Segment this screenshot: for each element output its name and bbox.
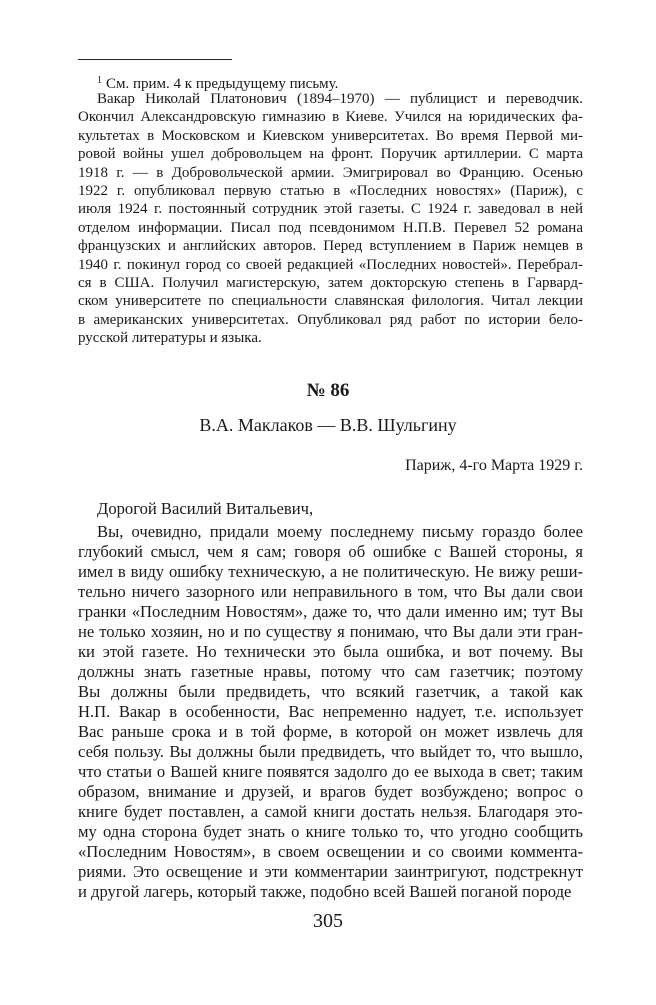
footnote-text: См. прим. 4 к предыдущему письму. — [106, 76, 339, 92]
footnote-line: французских и английских авторов. Перед вступлением в Париж немцев в — [78, 238, 583, 255]
body-line: Вы, очевидно, придали моему последнему письму гораздо более — [97, 522, 583, 541]
footnote-line: ровой войны ушел добровольцем на фронт. Поручик артиллерии. С марта — [78, 146, 583, 163]
body-line: имел в виду ошибку техническую, а не политическую. Не вижу реши- — [78, 562, 583, 581]
body-line: и другой лагерь, который также, подобно всей Вашей поганой породе — [78, 882, 572, 901]
footnote-line: культетах в Московском и Киевском университетах. Во время Первой ми- — [78, 127, 583, 144]
letter-heading: В.А. Маклаков — В.В. Шульгину — [199, 415, 457, 435]
body-line: Вас раньше срока и в той форме, в которой он может извлечь для — [78, 722, 583, 741]
letter-place-date: Париж, 4-го Марта 1929 г. — [405, 457, 583, 474]
body-line: должны знать газетные нравы, потому что сам газетчик; поэтому — [78, 662, 583, 681]
body-line: глубокий смысл, чем я сам; говоря об ошибке с Вашей стороны, я — [78, 542, 583, 561]
footnote-line: в американских университетах. Опубликовал ряд работ по истории бело- — [78, 311, 583, 328]
body-line: что статьи о Вашей книге появятся задолго до ее выхода в свет; таким — [78, 762, 583, 781]
footnote-line: 1940 г. покинул город со своей редакцией «Последних новостей». Перебрал- — [78, 256, 583, 273]
page-number: 305 — [313, 910, 343, 932]
body-line: себя пользу. Вы должны были предвидеть, что выйдет то, что вышло, — [78, 742, 583, 761]
letter-number: № 86 — [306, 380, 350, 401]
footnote-line: отделом информации. Писал под псевдонимом Н.П.В. Перевел 52 романа — [78, 219, 583, 236]
footnote-separator — [78, 59, 232, 60]
footnote-line: ся в США. Получил магистерскую, затем докторскую степень в Гарвард- — [78, 275, 583, 291]
footnote-line: русской литературы и языка. — [78, 330, 262, 347]
footnote-line: 1922 г. опубликовал первую статью в «Последних новостях» (Париж), с — [78, 183, 583, 199]
footnote-marker: 1 — [97, 75, 102, 86]
body-line: му одна сторона будет знать о книге только то, что угодно сообщить — [78, 822, 583, 841]
body-line: «Последним Новостям», в своем освещении и со своими коммента- — [78, 842, 583, 861]
body-line: книге будет поставлен, а самой книги достать нельзя. Благодаря это- — [78, 802, 583, 821]
body-line: гранки «Последним Новостям», даже то, что дали именно им; тут Вы — [78, 602, 583, 621]
footnote-line: 1918 г. — в Добровольческой армии. Эмигрировал во Францию. Осенью — [78, 164, 583, 181]
body-line: не только хозяин, но и по существу я понимаю, что Вы дали эти гран- — [78, 622, 583, 641]
footnote-line: июля 1924 г. постоянный сотрудник этой газеты. С 1924 г. заведовал в ней — [78, 201, 583, 218]
body-line: Вы должны были предвидеть, что всякий газетчик, а такой как — [78, 682, 583, 701]
body-line: образом, внимание и друзей, и врагов будет возбуждено; вопрос о — [78, 782, 583, 801]
footnote-line: Вакар Николай Платонович (1894–1970) — публицист и переводчик. — [97, 91, 583, 107]
body-line: Н.П. Вакар в особенности, Вас непременно надует, т.е. использует — [78, 702, 583, 721]
footnote-line: Окончил Александровскую гимназию в Киеве. Учился на юридических фа- — [78, 109, 583, 126]
footnote-line: ском университете по специальности славянская филология. Читал лекции — [78, 293, 583, 310]
body-line: ки этой газете. Но технически это была ошибка, и вот почему. Вы — [78, 642, 583, 661]
letter-salutation: Дорогой Василий Витальевич, — [97, 499, 314, 518]
body-line: риями. Это освещение и эти комментарии заинтригуют, подстрекнут — [78, 862, 583, 881]
body-line: тельно ничего зазорного или неправильного в том, что Вы дали свои — [78, 582, 583, 601]
